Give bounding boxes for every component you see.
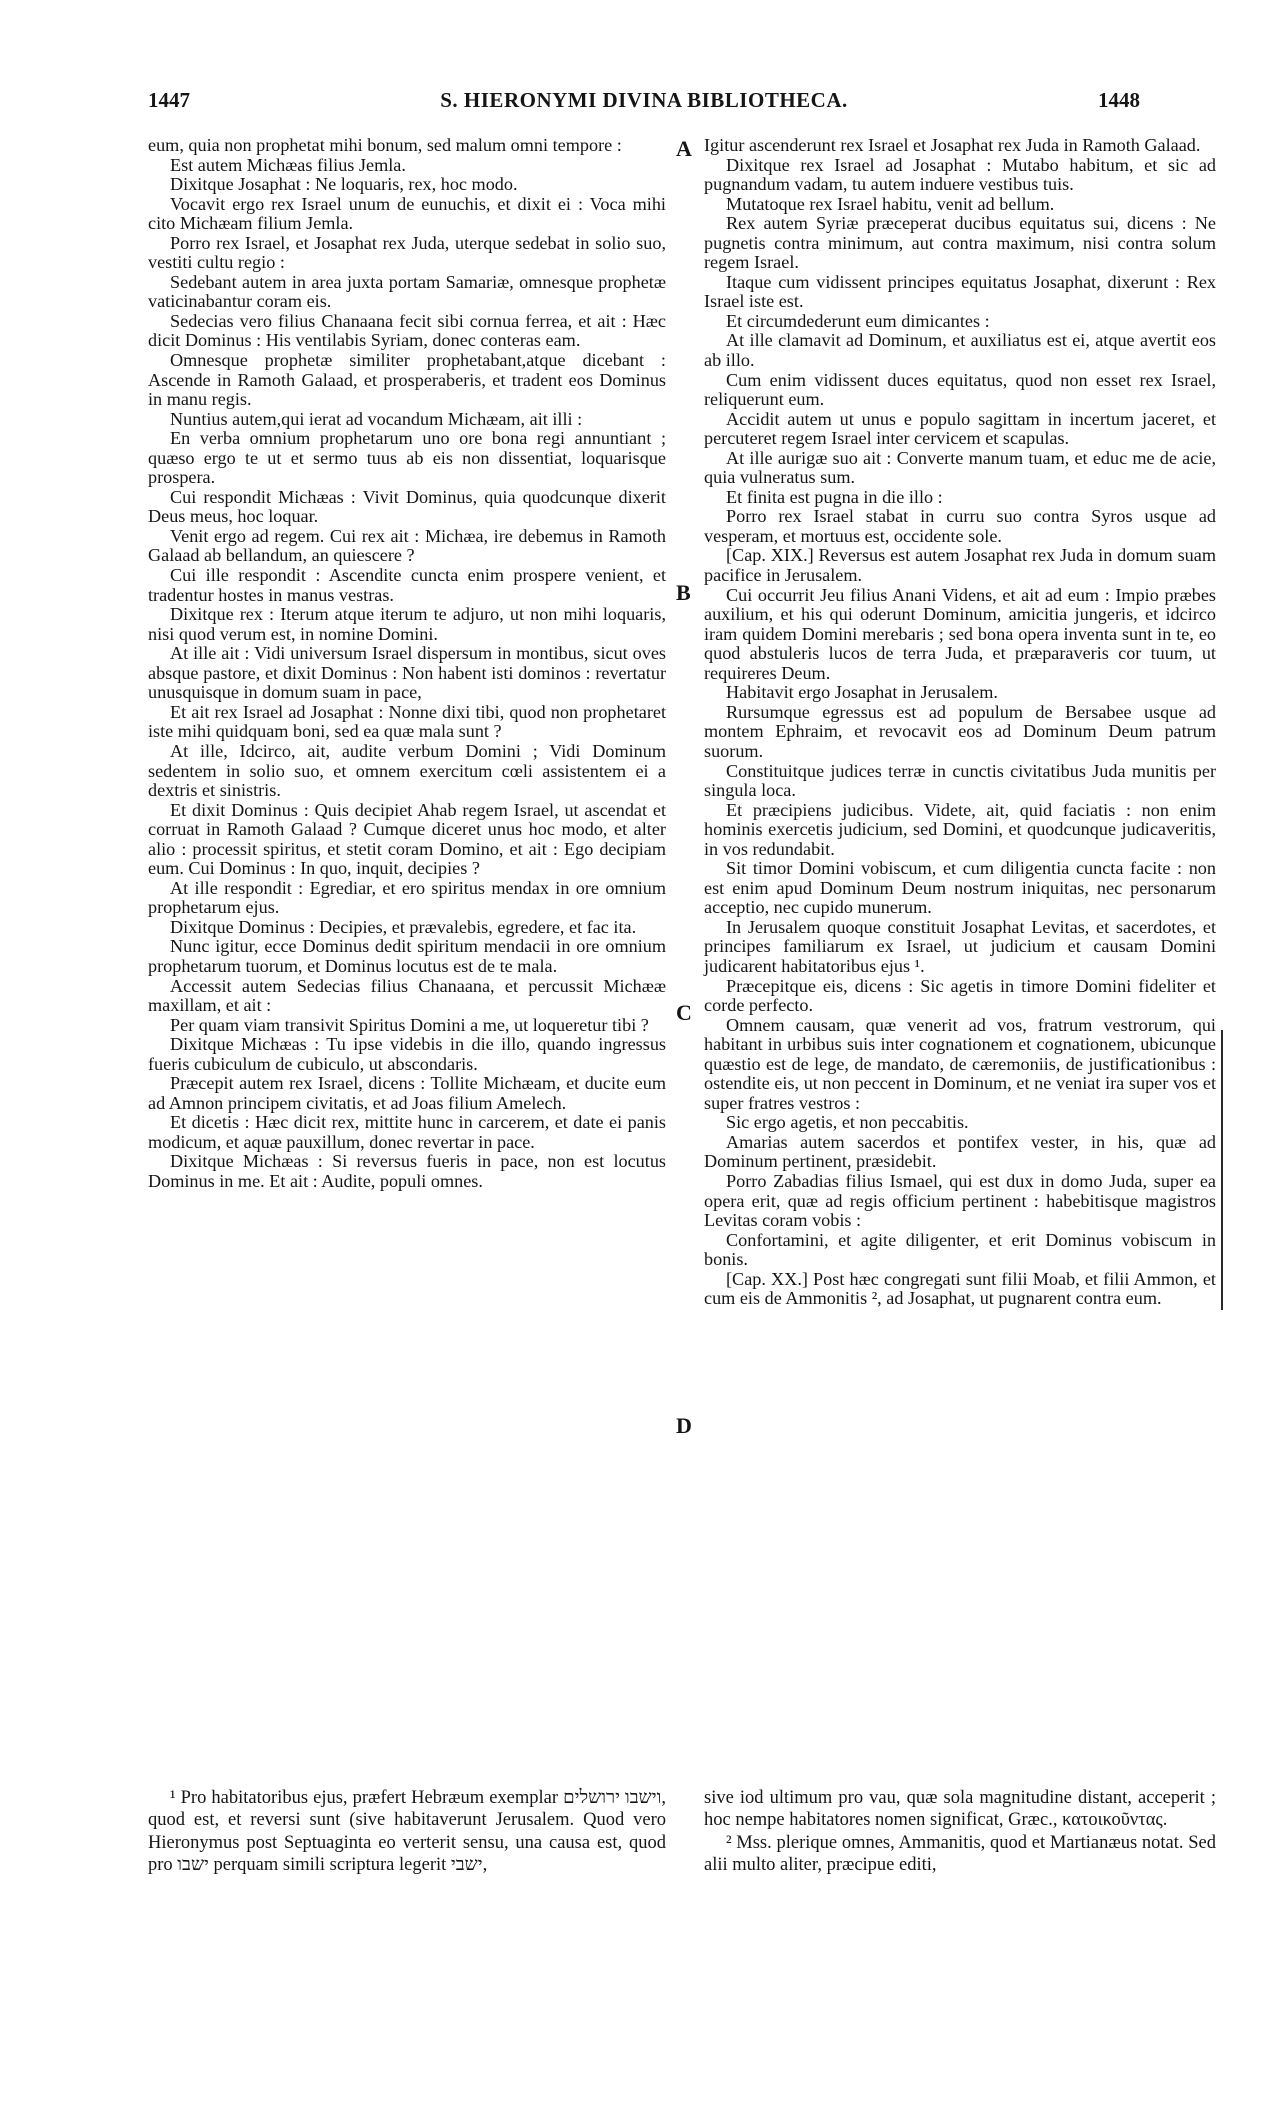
paragraph: Accessit autem Sedecias filius Chanaana, et percussit Michææ maxillam, et ait :	[148, 975, 666, 1016]
paragraph: Præcepit autem rex Israel, dicens : Tollite Michæam, et ducite eum ad Amnon principem civitatis, et ad Joas filium Amelech.	[148, 1073, 666, 1113]
paragraph: Dixitque Michæas : Tu ipse videbis in die illo, quando ingressus fueris cubiculum de cubiculo, ut abscondaris.	[148, 1034, 666, 1074]
right-text-column	[704, 136, 1216, 1309]
paragraph: Sic ergo agetis, et non peccabitis.	[726, 1112, 969, 1133]
footnote: ² Mss. plerique omnes, Ammanitis, quod et Martianæus notat. Sed alii multo aliter, præcipue editi,	[704, 1832, 1216, 1876]
margin-mark-d: D	[676, 1413, 692, 1438]
paragraph: Igitur ascenderunt rex Israel et Josaphat rex Juda in Ramoth Galaad.	[704, 135, 1201, 155]
paragraph: Omnem causam, quæ venerit ad vos, fratrum vestrorum, qui habitant in urbibus suis inter cognationem et cognationem, ubicunque quæstio est de lege, de mandato, de cæremoniis, de justificationibus : ostendite eis, ut non peccent in Dominum, et ne veniat ira super vos et super fratres vestros :	[704, 1014, 1216, 1113]
running-header	[148, 88, 1140, 118]
paragraph: At ille clamavit ad Dominum, et auxiliatus est ei, atque avertit eos ab illo.	[704, 330, 1216, 371]
paragraph: Cui respondit Michæas : Vivit Dominus, quia quodcunque dixerit Deus meus, hoc loquar.	[148, 486, 666, 527]
paragraph: Amarias autem sacerdos et pontifex vester, in his, quæ ad Dominum pertinent, præsidebit.	[704, 1131, 1216, 1172]
paragraph: Et præcipiens judicibus. Videte, ait, quid faciatis : non enim hominis exercetis judicium, sed Domini, et quodcunque judicaveritis, in vos redundabit.	[704, 799, 1216, 859]
chapter-paragraph: [Cap. XX.] Post hæc congregati sunt filii Moab, et filii Ammon, et cum eis de Ammonitis ², ad Josaphat, ut pugnarent contra eum.	[704, 1268, 1216, 1309]
paragraph: Sedecias vero filius Chanaana fecit sibi cornua ferrea, et ait : Hæc dicit Dominus : His ventilabis Syriam, donec conteras eam.	[148, 310, 666, 351]
paragraph: In Jerusalem quoque constituit Josaphat Levitas, et sacerdotes, et principes familiarum ex Israel, ut judicium et causam Domini judicarent habitatoribus ejus ¹.	[704, 916, 1216, 976]
paragraph: Dixitque Dominus : Decipies, et prævalebis, egredere, et fac ita.	[170, 916, 637, 937]
paragraph: Accidit autem ut unus e populo sagittam in incertum jaceret, et percuteret regem Israel inter cervicem et scapulas.	[704, 408, 1216, 449]
paragraph: Nuntius autem,qui ierat ad vocandum Michæam, ait illi :	[170, 408, 583, 429]
footnote-continuation: sive iod ultimum pro vau, quæ sola magnitudine distant, acceperit ; hoc nempe habitatores nomen significat, Græc., κατοικοῦντας.	[704, 1788, 1216, 1831]
paragraph: At ille, Idcirco, ait, audite verbum Domini ; Vidi Dominum sedentem in solio suo, et omnem exercitum cœli assistentem ei a dextris et sinistris.	[148, 740, 666, 801]
paragraph: At ille ait : Vidi universum Israel dispersum in montibus, sicut oves absque pastore, et dixit Dominus : Non habent isti dominos : revertatur unusquisque in domum suam in pace,	[148, 643, 666, 703]
paragraph: Habitavit ergo Josaphat in Jerusalem.	[726, 682, 998, 703]
paragraph: Est autem Michæas filius Jemla.	[170, 154, 406, 175]
paragraph: Et dixit Dominus : Quis decipiet Ahab regem Israel, ut ascendat et corruat in Ramoth Galaad ? Cumque diceret unus hoc modo, et alter alio : processit spiritus, et stetit coram Domino, et ait : Ego decipiam eum. Cui Dominus : In quo, inquit, decipies ?	[148, 799, 666, 879]
paragraph: Cui ille respondit : Ascendite cuncta enim prospere venient, et tradentur hostes in manus vestras.	[148, 565, 666, 605]
paragraph: Venit ergo ad regem. Cui rex ait : Michæa, ire debemus in Ramoth Galaad ab bellandum, an quiescere ?	[148, 525, 666, 566]
paragraph: Itaque cum vidissent principes equitatus Josaphat, dixerunt : Rex Israel iste est.	[704, 271, 1216, 312]
paragraph: Rex autem Syriæ præceperat ducibus equitatus sui, dicens : Ne pugnetis contra minimum, aut contra maximum, nisi contra solum regem Israel.	[704, 213, 1216, 273]
paragraph: Per quam viam transivit Spiritus Domini a me, ut loqueretur tibi ?	[170, 1014, 649, 1035]
paragraph: Dixitque Josaphat : Ne loquaris, rex, hoc modo.	[170, 174, 518, 195]
paragraph: Porro rex Israel stabat in curru suo contra Syros usque ad vesperam, et mortuus est, occidente sole.	[704, 506, 1216, 546]
paragraph: Cui occurrit Jeu filius Anani Videns, et ait ad eum : Impio præbes auxilium, et his qui oderunt Dominum, amicitia jungeris, et idcirco iram quidem Domini merebaris ; sed bona opera inventa sunt in te, eo quod abstuleris lucos de terra Juda, et præparaveris cor tuum, ut requireres Deum.	[704, 584, 1216, 683]
paragraph: Dixitque Michæas : Si reversus fueris in pace, non est locutus Dominus in me. Et ait : Audite, populi omnes.	[148, 1151, 666, 1191]
paragraph: Præcepitque eis, dicens : Sic agetis in timore Domini fideliter et corde perfecto.	[704, 975, 1216, 1016]
page-number-right: 1448	[1098, 88, 1140, 112]
paragraph: Et ait rex Israel ad Josaphat : Nonne dixi tibi, quod non prophetaret iste mihi quidquam boni, sed ea quæ mala sunt ?	[148, 701, 666, 742]
footnotes-left	[148, 1787, 666, 1877]
paragraph: Omnesque prophetæ similiter prophetabant,atque dicebant : Ascende in Ramoth Galaad, et prosperaberis, et tradent eos Dominus in manu regis.	[148, 350, 666, 410]
paragraph: Confortamini, et agite diligenter, et erit Dominus vobiscum in bonis.	[704, 1229, 1216, 1270]
paragraph: At ille respondit : Egrediar, et ero spiritus mendax in ore omnium prophetarum ejus.	[148, 877, 666, 918]
paragraph: At ille aurigæ suo ait : Converte manum tuam, et educ me de acie, quia vulneratus sum.	[704, 447, 1216, 488]
paragraph: En verba omnium prophetarum uno ore bona regi annuntiant ; quæso ergo te ut et sermo tuus ab eis non dissentiat, loquarisque prospera.	[148, 428, 666, 488]
chapter-paragraph: [Cap. XIX.] Reversus est autem Josaphat rex Juda in domum suam pacifice in Jerusalem.	[704, 545, 1216, 586]
margin-mark-a: A	[676, 136, 692, 161]
paragraph: Vocavit ergo rex Israel unum de eunuchis, et dixit ei : Voca mihi cito Michæam filium Jemla.	[148, 193, 666, 234]
page-number-left: 1447	[148, 88, 190, 112]
paragraph: Sit timor Domini vobiscum, et cum diligentia cuncta facite : non est enim apud Dominum Deum nostrum iniquitas, nec personarum acceptio, nec cupido munerum.	[704, 858, 1216, 918]
paragraph: Sedebant autem in area juxta portam Samariæ, omnesque prophetæ vaticinabantur coram eis.	[148, 271, 666, 312]
paragraph: Dixitque rex Israel ad Josaphat : Mutabo habitum, et sic ad pugnandum vadam, tu autem induere vestibus tuis.	[704, 154, 1216, 195]
paragraph: Constituitque judices terræ in cunctis civitatibus Juda munitis per singula loca.	[704, 760, 1216, 801]
paragraph: eum, quia non prophetat mihi bonum, sed malum omni tempore :	[148, 135, 622, 155]
footnote: ¹ Pro habitatoribus ejus, præfert Hebræum exemplar וישבו ירושלים, quod est, et reversi sunt (sive habitaverunt Jerusalem. Quod vero Hieronymus post Septuaginta eo verterit sensu, una causa est, quod pro ישבו perquam simili scriptura legerit ישבי,	[148, 1788, 666, 1876]
running-title: S. HIERONYMI DIVINA BIBLIOTHECA.	[440, 88, 848, 112]
paragraph: Dixitque rex : Iterum atque iterum te adjuro, ut non mihi loquaris, nisi quod verum est, in nomine Domini.	[148, 604, 666, 644]
paragraph: Et dicetis : Hæc dicit rex, mittite hunc in carcerem, et date ei panis modicum, et aquæ pauxillum, donec revertar in pace.	[148, 1112, 666, 1152]
paragraph: Et finita est pugna in die illo :	[726, 486, 943, 507]
paragraph: Mutatoque rex Israel habitu, venit ad bellum.	[726, 193, 1055, 214]
paragraph: Cum enim vidissent duces equitatus, quod non esset rex Israel, reliquerunt eum.	[704, 369, 1216, 410]
margin-mark-c: C	[676, 1000, 692, 1025]
paragraph: Porro rex Israel, et Josaphat rex Juda, uterque sedebat in solio suo, vestiti cultu regio :	[148, 232, 666, 273]
paragraph: Porro Zabadias filius Ismael, qui est dux in domo Juda, super ea opera erit, quæ ad regis officium pertinent : habebitisque magistros Levitas coram vobis :	[704, 1170, 1216, 1231]
footnotes-right	[704, 1787, 1216, 1877]
paragraph: Et circumdederunt eum dimicantes :	[726, 310, 990, 331]
margin-mark-b: B	[676, 580, 691, 605]
paragraph: Rursumque egressus est ad populum de Bersabee usque ad montem Ephraim, et revocavit eos ad Dominum Deum patrum suorum.	[704, 701, 1216, 761]
paragraph: Nunc igitur, ecce Dominus dedit spiritum mendacii in ore omnium prophetarum tuorum, et Dominus locutus est de te mala.	[148, 936, 666, 976]
margin-rule	[1221, 1030, 1223, 1310]
left-text-column	[148, 136, 666, 1192]
